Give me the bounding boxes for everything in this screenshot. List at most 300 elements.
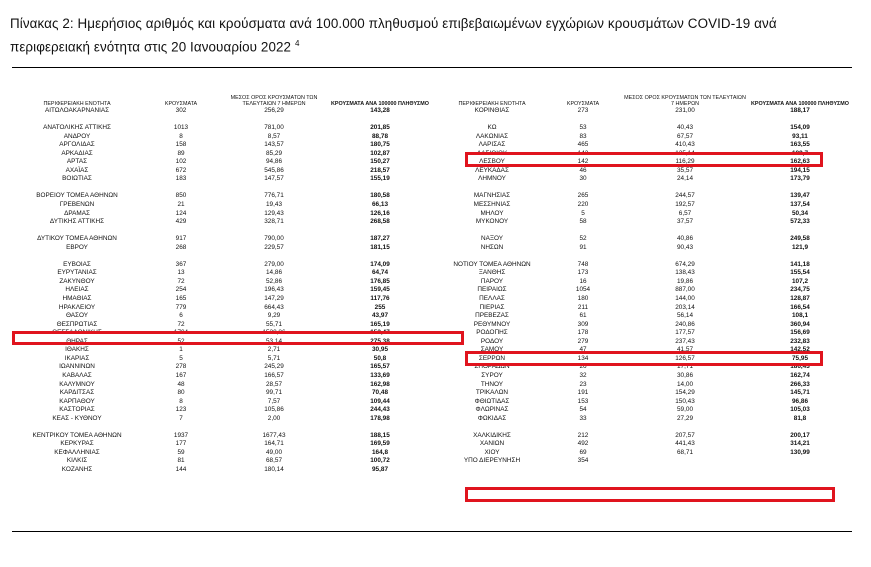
table-row xyxy=(440,167,852,176)
cell-cases: 180 xyxy=(577,295,589,303)
cell-cases: 53 xyxy=(579,124,587,132)
cell-avg7: 55,71 xyxy=(266,320,282,328)
cell-region: ΚΕΡΚΥΡΑΣ xyxy=(60,440,94,448)
cell-avg7: 154,29 xyxy=(675,389,695,397)
cell-avg7: 99,71 xyxy=(266,389,282,397)
cell-per100k: 165,57 xyxy=(370,363,390,371)
cell-cases: 1 xyxy=(179,346,183,354)
cell-per100k: 181,15 xyxy=(370,243,390,251)
cell-avg7 xyxy=(622,423,748,432)
cell-avg7: 90,43 xyxy=(677,243,693,251)
cell-avg7: 229,57 xyxy=(264,243,284,251)
cell-avg7: 40,86 xyxy=(677,235,693,243)
cell-per100k: 137,54 xyxy=(790,201,810,209)
cell-region: ΦΛΩΡΙΝΑΣ xyxy=(475,406,509,414)
cell-region: ΦΩΚΙΔΑΣ xyxy=(477,414,507,422)
cell-cases: 220 xyxy=(577,201,589,209)
cell-per100k: 244,43 xyxy=(370,406,390,414)
cell-cases: 191 xyxy=(577,389,589,397)
cell-per100k: 164,8 xyxy=(372,448,388,456)
cell-per100k xyxy=(748,184,852,193)
cell-per100k: 154,09 xyxy=(790,124,810,132)
highlight-box-rethymnou xyxy=(465,351,823,366)
table-row xyxy=(12,372,432,381)
header-avg7: ΜΕΣΟΣ ΟΡΟΣ ΚΡΟΥΣΜΑΤΩΝ ΤΩΝ ΤΕΛΕΥΤΑΙΩΝ 7 ΗΜΕΡΩΝ xyxy=(624,94,746,107)
cell-cases: 59 xyxy=(177,448,185,456)
table-row xyxy=(12,440,432,449)
cell-cases: 123 xyxy=(175,406,187,414)
table-row xyxy=(12,406,432,415)
cell-region: ΛΕΣΒΟΥ xyxy=(479,158,505,166)
cell-per100k: 126,16 xyxy=(370,209,390,217)
cell-cases xyxy=(544,184,622,193)
cell-per100k: 143,28 xyxy=(370,107,390,114)
cell-avg7: 177,57 xyxy=(675,329,695,337)
cell-per100k xyxy=(748,252,852,261)
table-row xyxy=(12,363,432,372)
cell-cases: 309 xyxy=(577,320,589,328)
cell-cases xyxy=(544,423,622,432)
cell-avg7: 887,00 xyxy=(675,286,695,294)
cell-cases xyxy=(142,227,220,236)
cell-cases: 5 xyxy=(581,209,585,217)
cell-cases: 158 xyxy=(175,141,187,149)
cell-region: ΘΕΣΠΡΩΤΙΑΣ xyxy=(56,320,98,328)
cell-region: ΡΕΘΥΜΝΟΥ xyxy=(473,320,511,328)
cell-per100k xyxy=(328,252,432,261)
cell-region: ΜΕΣΣΗΝΙΑΣ xyxy=(473,201,511,209)
cell-cases: 142 xyxy=(577,158,589,166)
cell-cases: 268 xyxy=(175,243,187,251)
cell-per100k: 128,87 xyxy=(790,295,810,303)
header-region: ΠΕΡΙΦΕΡΕΙΑΚΗ ΕΝΟΤΗΤΑ xyxy=(458,100,526,107)
cell-cases: 124 xyxy=(175,209,187,217)
cell-per100k: 107,2 xyxy=(792,277,808,285)
cell-per100k: 93,11 xyxy=(792,132,808,140)
table-row xyxy=(12,389,432,398)
header-cases: ΚΡΟΥΣΜΑΤΑ xyxy=(164,100,198,107)
cell-region: ΚΕΦΑΛΛΗΝΙΑΣ xyxy=(54,448,100,456)
cell-avg7: 245,29 xyxy=(264,363,284,371)
cell-cases: 465 xyxy=(577,141,589,149)
cell-avg7: 196,43 xyxy=(264,286,284,294)
cell-cases: 850 xyxy=(175,192,187,200)
highlight-box-lasithiou xyxy=(465,149,823,167)
cell-avg7: 67,57 xyxy=(677,132,693,140)
table-row xyxy=(12,252,432,261)
table-row xyxy=(12,167,432,176)
cell-per100k: 159,45 xyxy=(370,286,390,294)
cell-avg7: 35,57 xyxy=(677,166,693,174)
cell-avg7: 231,00 xyxy=(675,107,695,114)
table-row xyxy=(440,244,852,253)
table-row xyxy=(440,261,852,270)
table-row xyxy=(12,227,432,236)
cell-avg7: 19,43 xyxy=(266,201,282,209)
cell-region: ΚΩ xyxy=(487,124,497,132)
cell-per100k: 139,47 xyxy=(790,192,810,200)
cell-per100k: 165,19 xyxy=(370,320,390,328)
cell-per100k: 108,1 xyxy=(792,312,808,320)
cell-per100k xyxy=(748,227,852,236)
cell-avg7: 279,00 xyxy=(264,260,284,268)
cell-avg7 xyxy=(622,116,748,125)
header-per100k: ΚΡΟΥΣΜΑΤΑ ΑΝΑ 100000 ΠΛΗΘΥΣΜΟ xyxy=(331,100,429,107)
cell-per100k: 180,75 xyxy=(370,141,390,149)
cell-avg7: 24,14 xyxy=(677,175,693,183)
cell-cases xyxy=(544,116,622,125)
cell-avg7: 28,57 xyxy=(266,380,282,388)
cell-cases: 48 xyxy=(177,380,185,388)
cell-per100k: 117,76 xyxy=(370,295,390,303)
cell-cases: 265 xyxy=(577,192,589,200)
cell-per100k: 188,15 xyxy=(370,431,390,439)
cell-region: ΒΟΙΩΤΙΑΣ xyxy=(62,175,92,183)
cell-cases: 183 xyxy=(175,175,187,183)
cell-cases: 21 xyxy=(177,201,185,209)
cell-per100k: 314,21 xyxy=(790,440,810,448)
table-row xyxy=(440,175,852,184)
cell-region: ΑΡΤΑΣ xyxy=(66,158,88,166)
cell-avg7: 192,57 xyxy=(675,201,695,209)
cell-avg7 xyxy=(220,227,328,236)
cell-region xyxy=(440,184,544,193)
cell-avg7: 790,00 xyxy=(264,235,284,243)
cell-per100k: 178,98 xyxy=(370,414,390,422)
table-row xyxy=(12,286,432,295)
cell-per100k: 162,63 xyxy=(790,158,810,166)
cell-cases xyxy=(142,116,220,125)
cell-cases: 492 xyxy=(577,440,589,448)
cell-cases: 748 xyxy=(577,260,589,268)
cell-region: ΣΥΡΟΥ xyxy=(481,371,503,379)
cell-cases: 61 xyxy=(579,312,587,320)
cell-per100k: 176,85 xyxy=(370,277,390,285)
cell-avg7: 40,43 xyxy=(677,124,693,132)
cell-region: ΑΡΓΟΛΙΔΑΣ xyxy=(59,141,95,149)
cell-cases: 5 xyxy=(179,354,183,362)
table-row xyxy=(12,201,432,210)
table-right xyxy=(440,85,852,466)
cell-region: ΣΕΡΡΩΝ xyxy=(478,354,506,362)
cell-avg7: 59,00 xyxy=(677,406,693,414)
table-row xyxy=(12,398,432,407)
header-region: ΠΕΡΙΦΕΡΕΙΑΚΗ ΕΝΟΤΗΤΑ xyxy=(43,100,111,107)
cell-avg7 xyxy=(622,252,748,261)
cell-cases: 58 xyxy=(579,218,587,226)
cell-cases: 33 xyxy=(579,414,587,422)
table-row xyxy=(12,449,432,458)
table-row xyxy=(12,423,432,432)
cell-region: ΑΧΑΪΑΣ xyxy=(65,166,89,174)
cell-avg7: 126,57 xyxy=(675,354,695,362)
cell-avg7: 138,43 xyxy=(675,269,695,277)
table-row xyxy=(12,175,432,184)
header-per100k: ΚΡΟΥΣΜΑΤΑ ΑΝΑ 100000 ΠΛΗΘΥΣΜΟ xyxy=(751,100,849,107)
cell-region: ΤΡΙΚΑΛΩΝ xyxy=(475,389,509,397)
table-row xyxy=(12,133,432,142)
table-row xyxy=(440,269,852,278)
cell-avg7: 328,71 xyxy=(264,218,284,226)
cell-avg7: 6,57 xyxy=(678,209,692,217)
cell-region: ΔΡΑΜΑΣ xyxy=(64,209,90,217)
cell-cases: 917 xyxy=(175,235,187,243)
cell-region: ΜΑΓΝΗΣΙΑΣ xyxy=(473,192,511,200)
cell-per100k: 249,58 xyxy=(790,235,810,243)
cell-region: ΠΑΡΟΥ xyxy=(480,277,504,285)
cell-cases: 779 xyxy=(175,303,187,311)
cell-per100k: 121,9 xyxy=(792,243,808,251)
cell-avg7: 37,57 xyxy=(677,218,693,226)
table-row xyxy=(12,124,432,133)
cell-cases: 144 xyxy=(175,465,187,473)
table-row xyxy=(440,406,852,415)
cell-per100k: 96,86 xyxy=(792,397,808,405)
cell-per100k: 145,71 xyxy=(790,389,810,397)
cell-per100k: 180,58 xyxy=(370,192,390,200)
footnote-marker: 4 xyxy=(294,39,300,48)
cell-per100k xyxy=(748,423,852,432)
cell-region: ΛΗΜΝΟΥ xyxy=(478,175,506,183)
cell-avg7: 410,43 xyxy=(675,141,695,149)
cell-avg7: 49,00 xyxy=(266,448,282,456)
cell-avg7: 5,71 xyxy=(267,354,281,362)
table-row xyxy=(12,218,432,227)
cell-cases: 8 xyxy=(179,397,183,405)
cell-avg7 xyxy=(220,252,328,261)
cell-cases: 46 xyxy=(579,166,587,174)
table-row xyxy=(12,158,432,167)
cell-avg7: 56,14 xyxy=(677,312,693,320)
cell-region: ΚΙΛΚΙΣ xyxy=(66,457,88,465)
cell-cases: 354 xyxy=(577,457,589,465)
cell-region: ΣΠΟΡΑΔΩΝ xyxy=(474,363,510,371)
cell-cases: 254 xyxy=(175,286,187,294)
cell-per100k: 133,69 xyxy=(370,371,390,379)
table-row xyxy=(440,449,852,458)
cell-cases: 165 xyxy=(175,295,187,303)
cell-avg7: 237,43 xyxy=(675,337,695,345)
cell-per100k: 150,27 xyxy=(370,158,390,166)
cell-region: ΚΑΣΤΟΡΙΑΣ xyxy=(59,406,95,414)
cell-per100k: 572,33 xyxy=(790,218,810,226)
cell-per100k: 360,94 xyxy=(790,320,810,328)
cell-avg7: 441,43 xyxy=(675,440,695,448)
cell-avg7: 144,00 xyxy=(675,295,695,303)
cell-region: ΧΑΛΚΙΔΙΚΗΣ xyxy=(473,431,511,439)
cell-region: ΕΒΡΟΥ xyxy=(66,243,88,251)
cell-region: ΜΗΛΟΥ xyxy=(480,209,504,217)
cell-region: ΘΗΡΑΣ xyxy=(66,337,88,345)
cell-per100k: 166,54 xyxy=(790,303,810,311)
table-row xyxy=(12,210,432,219)
cell-avg7: 2,00 xyxy=(267,414,281,422)
table-row xyxy=(440,381,852,390)
cell-region: ΧΙΟΥ xyxy=(484,448,500,456)
cell-avg7: 164,71 xyxy=(264,440,284,448)
cell-region: ΔΥΤΙΚΟΥ ΤΟΜΕΑ ΑΘΗΝΩΝ xyxy=(37,235,117,243)
cell-avg7: 129,43 xyxy=(264,209,284,217)
table-row xyxy=(12,261,432,270)
table-row xyxy=(440,107,852,116)
cell-cases: 30 xyxy=(579,175,587,183)
cell-cases: 23 xyxy=(579,380,587,388)
cell-cases: 54 xyxy=(579,406,587,414)
table-row xyxy=(440,312,852,321)
cell-cases: 279 xyxy=(577,337,589,345)
cell-region: ΠΡΕΒΕΖΑΣ xyxy=(475,312,509,320)
table-row xyxy=(440,210,852,219)
cell-avg7: 68,57 xyxy=(266,457,282,465)
table-row xyxy=(440,398,852,407)
cell-region: ΙΩΑΝΝΙΝΩΝ xyxy=(59,363,95,371)
cell-cases xyxy=(142,252,220,261)
highlight-box-irakleiou xyxy=(12,331,464,345)
cell-region xyxy=(12,184,142,193)
cell-per100k: 234,75 xyxy=(790,286,810,294)
cell-avg7: 147,29 xyxy=(264,295,284,303)
table-row xyxy=(12,141,432,150)
cell-cases: 1054 xyxy=(575,286,591,294)
cell-cases: 52 xyxy=(579,235,587,243)
caption-text: Πίνακας 2: Ημερήσιος αριθμός και κρούσματα ανά 100.000 πληθυσμού επιβεβαιωμένων εγχώριων κρουσμάτων COVID-19 ανά περιφερειακή ενότητα στις 20 Ιανουαρίου 2022 xyxy=(10,16,777,55)
cell-per100k: 188,17 xyxy=(790,107,810,114)
cell-region: ΕΥΒΟΙΑΣ xyxy=(63,260,91,268)
cell-cases xyxy=(142,423,220,432)
cell-cases: 81 xyxy=(177,457,185,465)
cell-avg7: 7,57 xyxy=(267,397,281,405)
cell-avg7: 147,57 xyxy=(264,175,284,183)
cell-per100k: 109,44 xyxy=(370,397,390,405)
cell-per100k: 174,09 xyxy=(370,260,390,268)
cell-cases: 8 xyxy=(179,132,183,140)
cell-avg7: 27,29 xyxy=(677,414,693,422)
table-row xyxy=(440,192,852,201)
cell-per100k: 268,58 xyxy=(370,218,390,226)
cell-cases: 178 xyxy=(577,329,589,337)
cell-per100k: 162,98 xyxy=(370,380,390,388)
cell-cases: 1937 xyxy=(173,431,189,439)
table-row xyxy=(440,235,852,244)
cell-cases: 6 xyxy=(179,312,183,320)
top-rule xyxy=(12,67,852,68)
cell-avg7: 85,29 xyxy=(266,149,282,157)
cell-per100k: 81,8 xyxy=(793,414,807,422)
table-row xyxy=(440,321,852,330)
cell-cases: 134 xyxy=(577,354,589,362)
cell-region: ΙΘΑΚΗΣ xyxy=(65,346,89,354)
cell-region: ΠΕΛΛΑΣ xyxy=(479,295,505,303)
table-row xyxy=(12,107,432,116)
table-row xyxy=(440,116,852,125)
table-row xyxy=(440,415,852,424)
table-row xyxy=(12,184,432,193)
table-row xyxy=(440,423,852,432)
cell-avg7 xyxy=(220,423,328,432)
cell-per100k: 275,38 xyxy=(370,337,390,345)
cell-per100k: 156,69 xyxy=(790,329,810,337)
cell-cases: 80 xyxy=(177,389,185,397)
cell-avg7: 14,00 xyxy=(677,380,693,388)
cell-avg7: 19,86 xyxy=(677,277,693,285)
cell-avg7: 781,00 xyxy=(264,124,284,132)
cell-per100k: 43,97 xyxy=(372,312,388,320)
cell-avg7: 674,29 xyxy=(675,260,695,268)
cell-avg7: 17,71 xyxy=(677,363,693,371)
cell-per100k xyxy=(328,116,432,125)
cell-cases: 72 xyxy=(177,277,185,285)
cell-per100k xyxy=(748,457,852,466)
table-row xyxy=(440,286,852,295)
cell-per100k: 155,54 xyxy=(790,269,810,277)
cell-region: ΝΗΣΩΝ xyxy=(480,243,504,251)
cell-avg7: 776,71 xyxy=(264,192,284,200)
cell-region: ΠΙΕΡΙΑΣ xyxy=(479,303,505,311)
cell-region: ΛΑΡΙΣΑΣ xyxy=(478,141,506,149)
cell-cases: 211 xyxy=(577,303,589,311)
cell-per100k: 218,57 xyxy=(370,166,390,174)
cell-region: ΗΛΕΙΑΣ xyxy=(65,286,89,294)
cell-per100k: 50,34 xyxy=(792,209,808,217)
cell-avg7: 41,57 xyxy=(677,346,693,354)
table-row xyxy=(12,457,432,466)
cell-cases: 32 xyxy=(579,371,587,379)
cell-per100k: 186,43 xyxy=(790,363,810,371)
cell-cases: 273 xyxy=(577,107,589,114)
cell-per100k: 200,17 xyxy=(790,431,810,439)
table-row xyxy=(440,338,852,347)
cell-avg7 xyxy=(622,457,748,466)
cell-avg7: 166,57 xyxy=(264,371,284,379)
cell-avg7: 203,14 xyxy=(675,303,695,311)
cell-avg7 xyxy=(622,227,748,236)
cell-cases: 102 xyxy=(175,158,187,166)
cell-avg7: 8,57 xyxy=(267,132,281,140)
cell-cases: 83 xyxy=(579,132,587,140)
cell-per100k: 189,7 xyxy=(792,149,808,157)
cell-region: ΡΟΔΟΠΗΣ xyxy=(476,329,508,337)
table-row xyxy=(12,304,432,313)
cell-per100k: 100,72 xyxy=(370,457,390,465)
cell-region: ΥΠΟ ΔΙΕΡΕΥΝΗΣΗ xyxy=(463,457,521,465)
cell-avg7: 53,14 xyxy=(266,337,282,345)
cell-region: ΒΟΡΕΙΟΥ ΤΟΜΕΑ ΑΘΗΝΩΝ xyxy=(36,192,118,200)
table-row xyxy=(12,346,432,355)
cell-cases xyxy=(544,252,622,261)
cell-region xyxy=(440,252,544,261)
table-row xyxy=(440,124,852,133)
cell-region: ΚΑΡΠΑΘΟΥ xyxy=(59,397,95,405)
cell-region: ΚΑΛΥΜΝΟΥ xyxy=(59,380,95,388)
cell-per100k: 88,78 xyxy=(372,132,388,140)
table-row xyxy=(440,457,852,466)
cell-avg7: 244,57 xyxy=(675,192,695,200)
cell-region: ΑΝΑΤΟΛΙΚΗΣ ΑΤΤΙΚΗΣ xyxy=(43,124,111,132)
cell-avg7: 1677,43 xyxy=(262,431,286,439)
cell-cases: 143 xyxy=(577,149,589,157)
cell-avg7: 2,71 xyxy=(267,346,281,354)
table-row xyxy=(12,192,432,201)
cell-region: ΗΜΑΘΙΑΣ xyxy=(62,295,92,303)
table-caption xyxy=(10,14,860,57)
table-row xyxy=(440,389,852,398)
cell-region: ΣΑΜΟΥ xyxy=(480,346,504,354)
cell-per100k: 70,48 xyxy=(372,389,388,397)
cell-region: ΧΑΝΙΩΝ xyxy=(479,440,505,448)
table-row xyxy=(12,432,432,441)
cell-cases: 52 xyxy=(177,337,185,345)
highlight-box-chanion xyxy=(465,487,835,502)
